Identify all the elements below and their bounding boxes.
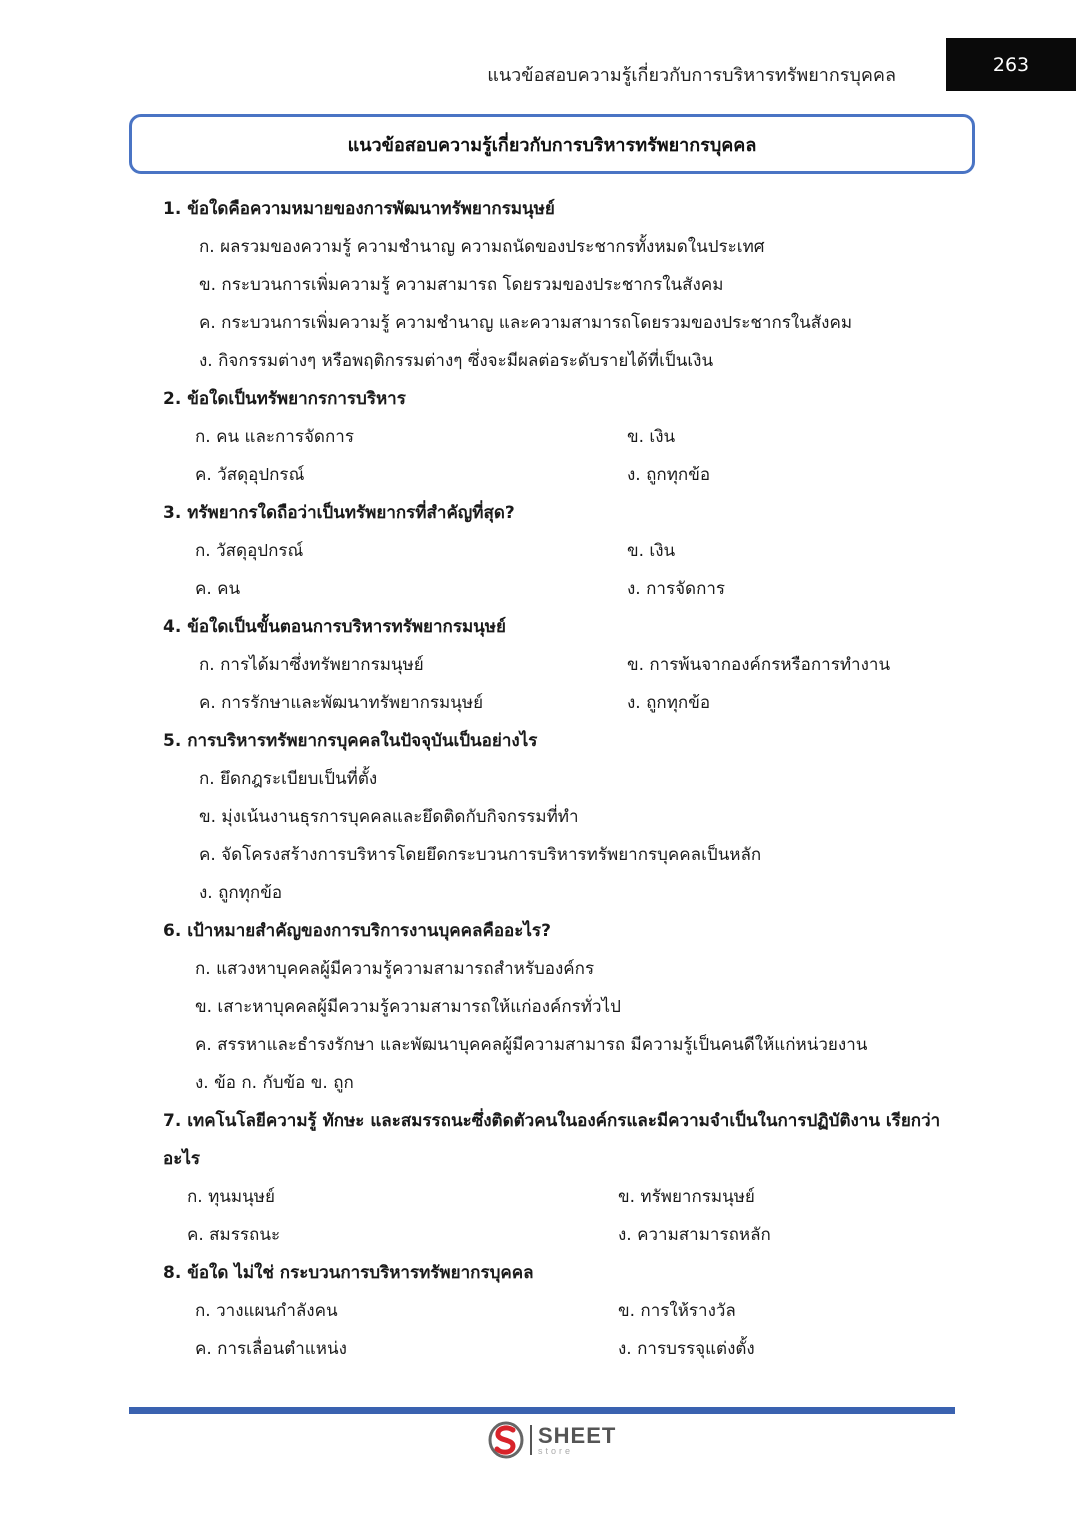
option: ง. ข้อ ก. กับข้อ ข. ถูก <box>195 1073 354 1093</box>
logo-sub: store <box>538 1445 574 1456</box>
option: ก. แสวงหาบุคคลผู้มีความรู้ความสามารถสำหรับองค์กร <box>195 959 595 979</box>
logo-word: SHEET <box>538 1422 617 1448</box>
question-title: 8. ข้อใด ไม่ใช่ กระบวนการบริหารทรัพยากรบุคคล <box>163 1263 534 1283</box>
option: ค. กระบวนการเพิ่มความรู้ ความชำนาญ และความสามารถโดยรวมของประชากรในสังคม <box>199 313 853 333</box>
question-title: 2. ข้อใดเป็นทรัพยากรการบริหาร <box>163 389 406 409</box>
option: ค. จัดโครงสร้างการบริหารโดยยึดกระบวนการบริหารทรัพยากรบุคคลเป็นหลัก <box>199 845 762 865</box>
option: ค. การเลื่อนตำแหน่ง <box>195 1339 347 1359</box>
option: ค. คน <box>195 579 241 599</box>
option: ก. การได้มาซึ่งทรัพยากรมนุษย์ <box>199 655 424 675</box>
question-title: 5. การบริหารทรัพยากรบุคคลในปัจจุบันเป็นอย่างไร <box>163 731 538 751</box>
option: ข. การพ้นจากองค์กรหรือการทำงาน <box>627 655 891 675</box>
question-title: 3. ทรัพยากรใดถือว่าเป็นทรัพยากรที่สำคัญที่สุด? <box>163 503 515 523</box>
logo-separator <box>530 1425 532 1455</box>
question-3 <box>163 494 943 608</box>
question-5 <box>163 722 943 912</box>
footer-divider <box>129 1407 955 1414</box>
question-1 <box>163 190 943 380</box>
option: ก. ผลรวมของความรู้ ความชำนาญ ความถนัดของประชากรทั้งหมดในประเทศ <box>199 237 765 257</box>
option: ก. คน และการจัดการ <box>195 427 354 447</box>
option: ข. เงิน <box>627 541 676 561</box>
option: ค. วัสดุอุปกรณ์ <box>195 465 305 485</box>
option: ค. สรรหาและธำรงรักษา และพัฒนาบุคคลผู้มีความสามารถ มีความรู้เป็นคนดีให้แก่หน่วยงาน <box>195 1035 868 1055</box>
option: ข. เงิน <box>627 427 676 447</box>
option: ง. ถูกทุกข้อ <box>627 693 711 713</box>
option: ก. ทุนมนุษย์ <box>187 1187 275 1207</box>
option: ง. กิจกรรมต่างๆ หรือพฤติกรรมต่างๆ ซึ่งจะมีผลต่อระดับรายได้ที่เป็นเงิน <box>199 351 714 371</box>
running-header-title: แนวข้อสอบความรู้เกี่ยวกับการบริหารทรัพยากรบุคคล <box>487 65 896 86</box>
page-number: 263 <box>946 38 1076 91</box>
question-title: 4. ข้อใดเป็นขั้นตอนการบริหารทรัพยากรมนุษย์ <box>163 617 506 637</box>
option: ข. การให้รางวัล <box>618 1301 736 1321</box>
option: ก. วางแผนกำลังคน <box>195 1301 338 1321</box>
option: ง. การจัดการ <box>627 579 726 599</box>
option: ค. สมรรถนะ <box>187 1225 281 1245</box>
option: ค. การรักษาและพัฒนาทรัพยากรมนุษย์ <box>199 693 484 713</box>
question-title: 7. เทคโนโลยีความรู้ ทักษะ และสมรรถนะซึ่งติดตัวคนในองค์กรและมีความจำเป็นในการปฏิบัติงาน เรียกว่าอะไร <box>163 1111 941 1169</box>
option: ง. การบรรจุแต่งตั้ง <box>618 1339 755 1359</box>
option: ข. ทรัพยากรมนุษย์ <box>618 1187 755 1207</box>
question-list <box>163 190 943 1368</box>
option: ง. ความสามารถหลัก <box>618 1225 771 1245</box>
option: ข. มุ่งเน้นงานธุรการบุคคลและยึดติดกับกิจกรรมที่ทำ <box>199 807 579 827</box>
option: ก. ยึดกฎระเบียบเป็นที่ตั้ง <box>199 769 378 789</box>
sheet-store-logo <box>488 1420 616 1460</box>
option: ง. ถูกทุกข้อ <box>199 883 283 903</box>
option: ก. วัสดุอุปกรณ์ <box>195 541 304 561</box>
sheet-store-s-icon <box>488 1421 524 1459</box>
question-6 <box>163 912 943 1102</box>
question-4 <box>163 608 943 722</box>
question-8 <box>163 1254 943 1368</box>
page-title: แนวข้อสอบความรู้เกี่ยวกับการบริหารทรัพยากรบุคคล <box>129 114 975 174</box>
question-title: 6. เป้าหมายสำคัญของการบริการงานบุคคลคืออะไร? <box>163 921 551 941</box>
question-title: 1. ข้อใดคือความหมายของการพัฒนาทรัพยากรมนุษย์ <box>163 199 555 219</box>
option: ข. กระบวนการเพิ่มความรู้ ความสามารถ โดยรวมของประชากรในสังคม <box>199 275 724 295</box>
option: ข. เสาะหาบุคคลผู้มีความรู้ความสามารถให้แก่องค์กรทั่วไป <box>195 997 621 1017</box>
option: ง. ถูกทุกข้อ <box>627 465 711 485</box>
question-2 <box>163 380 943 494</box>
question-7 <box>163 1102 943 1254</box>
